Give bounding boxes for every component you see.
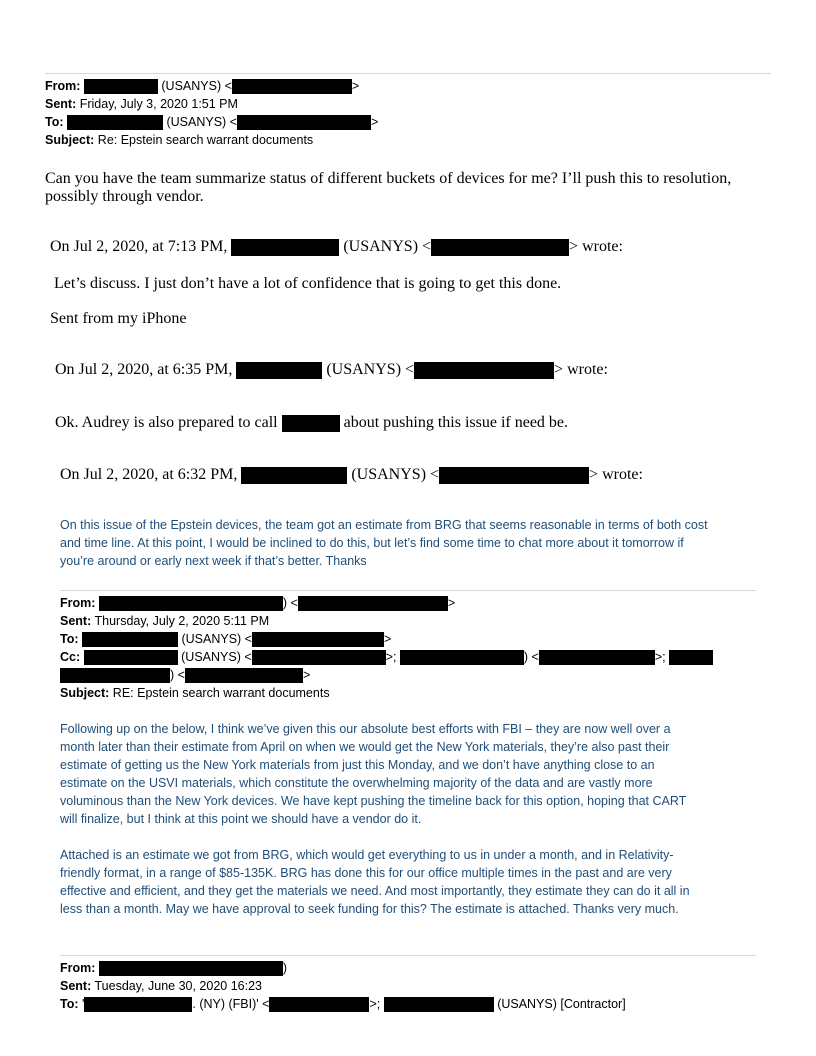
email3-from-row xyxy=(60,959,287,977)
email2-body-line: Attached is an estimate we got from BRG, which would get everything to us in under a month, and in Relativity- xyxy=(60,848,674,862)
cc-org: ) < xyxy=(523,650,539,664)
email2-body-line: estimate on the USVI materials, which constitute the overwhelming majority of the data and are vastly more xyxy=(60,776,653,790)
sender-org: (USANYS) < xyxy=(351,466,440,483)
redaction-block xyxy=(252,650,386,665)
quote-date: On Jul 2, 2020, at 6:32 PM, xyxy=(60,466,238,483)
to-label: To: xyxy=(45,115,64,129)
redaction-block xyxy=(231,239,339,256)
redaction-block xyxy=(237,115,371,130)
email2-subject-row xyxy=(60,684,330,702)
quote-date: On Jul 2, 2020, at 7:13 PM, xyxy=(50,238,228,255)
redaction-block xyxy=(439,467,589,484)
redaction-block xyxy=(539,650,655,665)
cc-org: ) < xyxy=(170,668,185,682)
redaction-block xyxy=(282,415,340,432)
redaction-block xyxy=(384,997,494,1012)
to-label: To: xyxy=(60,632,79,646)
wrote-label: > wrote: xyxy=(569,238,623,255)
cc-separator: >; xyxy=(654,650,666,664)
cc-org: (USANYS) < xyxy=(181,650,252,664)
quote2-body-start: Ok. Audrey is also prepared to call xyxy=(55,414,278,431)
from-label: From: xyxy=(60,961,96,975)
email2-body-line: effective and efficient, and they get the materials we need. And most importantly, they estimate they can do it all in xyxy=(60,884,690,898)
redaction-block xyxy=(669,650,713,665)
email1-sent-row xyxy=(45,95,238,113)
sent-label: Sent: xyxy=(60,979,92,993)
quote1-body: Let’s discuss. I just don’t have a lot of confidence that is going to get this done. xyxy=(54,275,562,292)
redaction-block xyxy=(414,362,554,379)
wrote-label: > wrote: xyxy=(589,466,643,483)
bracket-close: > xyxy=(384,632,392,646)
sender-org: ) < xyxy=(282,596,298,610)
quote3-body-line: On this issue of the Epstein devices, the team got an estimate from BRG that seems reasonable in terms of both cost xyxy=(60,518,708,532)
redaction-block xyxy=(252,632,384,647)
recipient-org: (USANYS) < xyxy=(166,115,237,129)
email2-body-line: voluminous than the New York devices. We have kept pushing the timeline back for this option, hoping that CART xyxy=(60,794,687,808)
subject-label: Subject: xyxy=(45,133,95,147)
sent-label: Sent: xyxy=(60,614,92,628)
sent-value: Tuesday, June 30, 2020 16:23 xyxy=(94,979,262,993)
header-divider xyxy=(60,955,756,956)
sender-org: (USANYS) < xyxy=(161,79,232,93)
email2-body-line: Following up on the below, I think we’ve given this our absolute best efforts with FBI – they are now well over a xyxy=(60,722,671,736)
quote2-body xyxy=(55,412,568,433)
bracket-close: > xyxy=(447,596,456,610)
email2-cc-continued xyxy=(60,666,310,684)
redaction-block xyxy=(400,650,524,665)
email1-to-row xyxy=(45,113,378,131)
subject-label: Subject: xyxy=(60,686,110,700)
bracket-close: ) xyxy=(282,961,288,975)
recipient-org: (USANYS) < xyxy=(181,632,252,646)
email2-body-line: month later than their estimate from April on when we would get the New York materials, they’re also past their xyxy=(60,740,670,754)
email2-to-row xyxy=(60,630,391,648)
cc-label: Cc: xyxy=(60,650,81,664)
quote3-intro xyxy=(60,464,643,485)
redaction-block xyxy=(84,650,178,665)
quote3-body-line: you’re around or early next week if that’s better. Thanks xyxy=(60,554,367,568)
email2-body-line: will finalize, but I think at this point we should have a vendor do it. xyxy=(60,812,422,826)
sender-org: (USANYS) < xyxy=(326,361,415,378)
email1-body-line: possibly through vendor. xyxy=(45,188,204,205)
redaction-block xyxy=(60,668,170,683)
redaction-block xyxy=(185,668,303,683)
quote-mark: ' xyxy=(82,997,85,1011)
redaction-block xyxy=(298,596,448,611)
email1-subject-row xyxy=(45,131,313,149)
bracket-close: > xyxy=(302,668,311,682)
redaction-block xyxy=(269,997,369,1012)
redaction-block xyxy=(241,467,347,484)
redaction-block xyxy=(82,632,178,647)
redaction-block xyxy=(99,596,283,611)
redaction-block xyxy=(236,362,322,379)
cc-separator: >; xyxy=(385,650,397,664)
bracket-close: > xyxy=(351,79,360,93)
email3-to-row xyxy=(60,995,626,1013)
redaction-block xyxy=(67,115,163,130)
email3-sent-row xyxy=(60,977,262,995)
to-label: To: xyxy=(60,997,79,1011)
redaction-block xyxy=(232,79,352,94)
quote3-body-line: and time line. At this point, I would be inclined to do this, but let’s find some time to chat more about it tomorrow if xyxy=(60,536,684,550)
recipient-separator: >; xyxy=(369,997,381,1011)
subject-value: Re: Epstein search warrant documents xyxy=(97,133,314,147)
recipient-org: (USANYS) [Contractor] xyxy=(497,997,626,1011)
email2-body-line: estimate of getting us the New York materials from just this Monday, and we don’t have anything close to an xyxy=(60,758,655,772)
redaction-block xyxy=(431,239,569,256)
redaction-block xyxy=(99,961,283,976)
header-divider xyxy=(60,590,756,591)
email2-body-line: less than a month. May we have approval to seek funding for this? The estimate is attached. Thanks very much. xyxy=(60,902,679,916)
email2-sent-row xyxy=(60,612,269,630)
sent-value: Thursday, July 2, 2020 5:11 PM xyxy=(94,614,270,628)
recipient-org: . (NY) (FBI)' < xyxy=(192,997,270,1011)
from-label: From: xyxy=(60,596,96,610)
sender-org: (USANYS) < xyxy=(343,238,432,255)
sent-label: Sent: xyxy=(45,97,77,111)
redaction-block xyxy=(84,997,192,1012)
quote2-body-end: about pushing this issue if need be. xyxy=(343,414,569,431)
header-divider xyxy=(45,73,771,74)
wrote-label: > wrote: xyxy=(554,361,608,378)
bracket-close: > xyxy=(371,115,379,129)
quote1-intro xyxy=(50,236,623,257)
subject-value: RE: Epstein search warrant documents xyxy=(112,686,330,700)
email2-body-line: friendly format, in a range of $85-135K. BRG has done this for our office multiple times in the past and are very xyxy=(60,866,672,880)
quote2-intro xyxy=(55,359,608,380)
quote-date: On Jul 2, 2020, at 6:35 PM, xyxy=(55,361,233,378)
quote1-signature: Sent from my iPhone xyxy=(50,310,187,327)
email2-cc-row xyxy=(60,648,713,666)
email2-from-row xyxy=(60,594,455,612)
email1-body-line: Can you have the team summarize status of different buckets of devices for me? I’ll push this to resolution, xyxy=(45,170,732,187)
from-label: From: xyxy=(45,79,81,93)
sent-value: Friday, July 3, 2020 1:51 PM xyxy=(79,97,238,111)
email1-from-row xyxy=(45,77,359,95)
redaction-block xyxy=(84,79,158,94)
